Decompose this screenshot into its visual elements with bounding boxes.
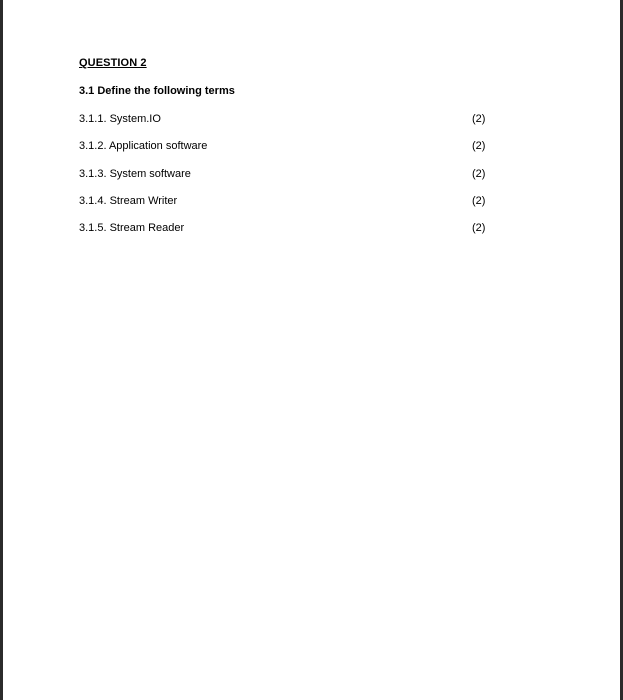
list-item	[79, 139, 499, 166]
item-label: 3.1.1. System.IO	[79, 113, 161, 125]
list-item	[79, 112, 499, 139]
list-item	[79, 167, 499, 194]
item-label: 3.1.5. Stream Reader	[79, 222, 185, 235]
question-heading: QUESTION 2	[79, 57, 147, 69]
list-item	[79, 194, 499, 221]
item-marks: (2)	[472, 113, 486, 125]
item-marks: (2)	[472, 222, 486, 235]
item-marks: (2)	[472, 140, 486, 153]
item-marks: (2)	[472, 194, 486, 207]
item-marks: (2)	[472, 167, 486, 180]
item-label: 3.1.4. Stream Writer	[79, 194, 178, 207]
item-label: 3.1.3. System software	[79, 167, 191, 180]
item-label: 3.1.2. Application software	[79, 140, 208, 153]
terms-list	[79, 112, 499, 248]
list-item	[79, 221, 499, 248]
section-title: 3.1 Define the following terms	[79, 85, 235, 97]
